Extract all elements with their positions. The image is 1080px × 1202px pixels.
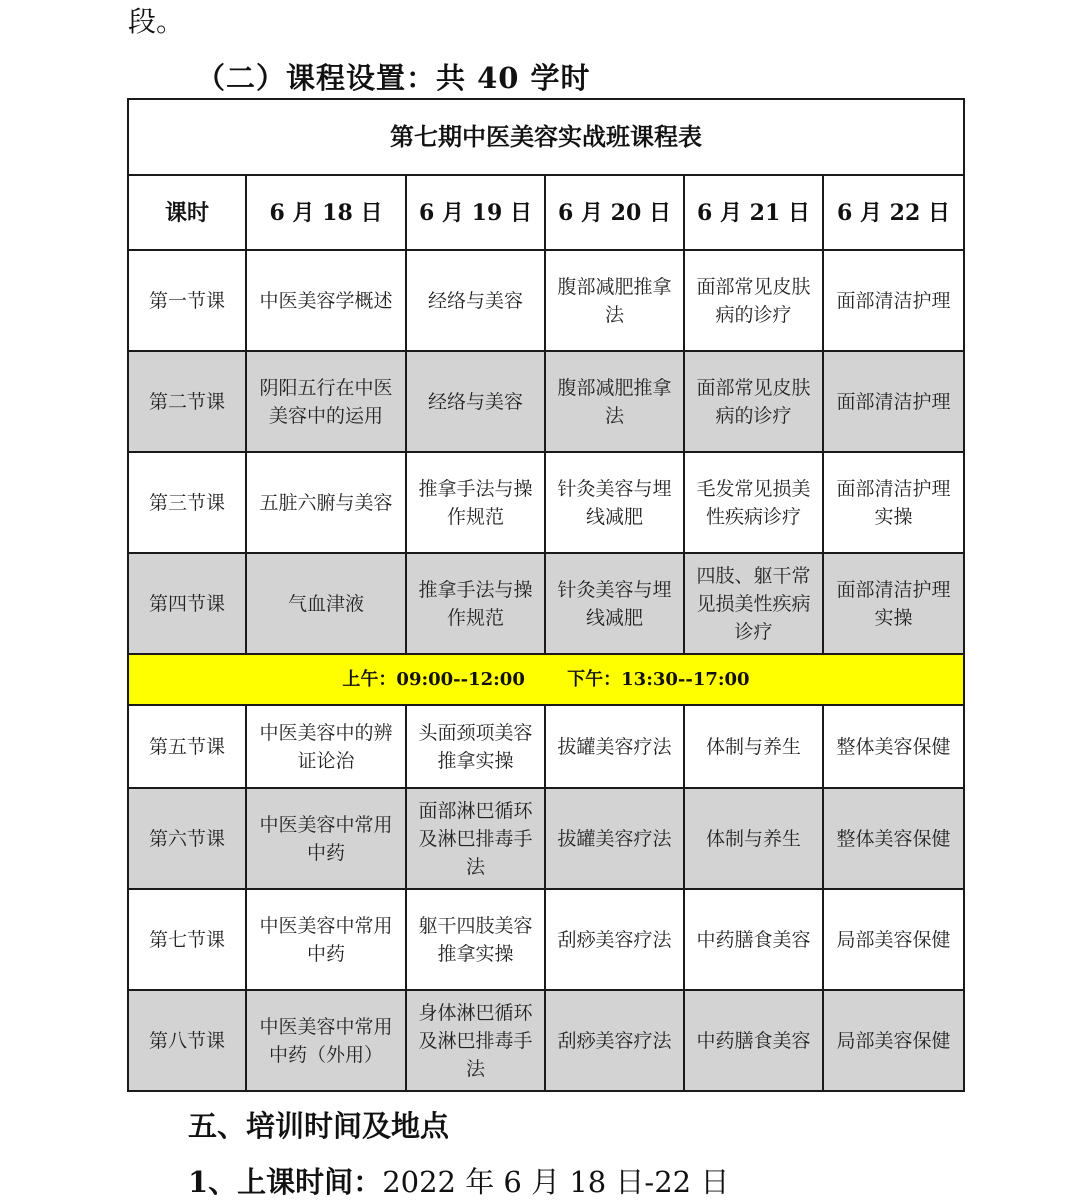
table-row [128, 351, 964, 452]
period-label: 第五节课 [128, 705, 246, 788]
course-cell: 面部清洁护理 [823, 351, 964, 452]
course-cell: 中药膳食美容 [684, 990, 823, 1091]
course-cell: 中医美容中常用中药 [246, 889, 406, 990]
training-time-location-heading: 五、培训时间及地点 [188, 1109, 450, 1143]
course-cell: 体制与养生 [684, 705, 823, 788]
course-cell: 推拿手法与操作规范 [406, 452, 545, 553]
header-cell-period: 课时 [128, 175, 246, 250]
header-cell-date: 6 月 18 日 [246, 175, 406, 250]
course-cell: 腹部减肥推拿法 [545, 351, 684, 452]
table-row [128, 990, 964, 1091]
table-row [128, 250, 964, 351]
course-cell: 气血津液 [246, 553, 406, 654]
course-cell: 面部淋巴循环及淋巴排毒手法 [406, 788, 545, 889]
header-row [128, 175, 964, 250]
course-cell: 经络与美容 [406, 250, 545, 351]
schedule-title: 第七期中医美容实战班课程表 [128, 99, 964, 175]
course-cell: 面部常见皮肤病的诊疗 [684, 351, 823, 452]
course-cell: 中医美容中常用中药 [246, 788, 406, 889]
period-label: 第七节课 [128, 889, 246, 990]
course-cell: 经络与美容 [406, 351, 545, 452]
course-settings-heading: （二）课程设置：共 40 学时 [196, 61, 591, 95]
table-row [128, 889, 964, 990]
course-cell: 面部清洁护理 [823, 250, 964, 351]
period-label: 第一节课 [128, 250, 246, 351]
table-row [128, 788, 964, 889]
course-cell: 推拿手法与操作规范 [406, 553, 545, 654]
course-cell: 刮痧美容疗法 [545, 889, 684, 990]
course-cell: 面部清洁护理实操 [823, 452, 964, 553]
table-row [128, 553, 964, 654]
time-bar [128, 654, 964, 705]
period-label: 第六节课 [128, 788, 246, 889]
header-cell-date: 6 月 20 日 [545, 175, 684, 250]
course-cell: 毛发常见损美性疾病诊疗 [684, 452, 823, 553]
course-cell: 中药膳食美容 [684, 889, 823, 990]
header-cell-date: 6 月 19 日 [406, 175, 545, 250]
period-label: 第二节课 [128, 351, 246, 452]
course-cell: 拔罐美容疗法 [545, 788, 684, 889]
course-cell: 身体淋巴循环及淋巴排毒手法 [406, 990, 545, 1091]
afternoon-time: 下午：13:30--17:00 [567, 668, 750, 690]
course-cell: 中医美容中的辨证论治 [246, 705, 406, 788]
course-cell: 整体美容保健 [823, 788, 964, 889]
course-cell: 整体美容保健 [823, 705, 964, 788]
table-row [128, 452, 964, 553]
course-cell: 面部清洁护理实操 [823, 553, 964, 654]
course-cell: 中医美容学概述 [246, 250, 406, 351]
course-cell: 四肢、躯干常见损美性疾病诊疗 [684, 553, 823, 654]
course-cell: 五脏六腑与美容 [246, 452, 406, 553]
course-cell: 头面颈项美容推拿实操 [406, 705, 545, 788]
course-cell: 局部美容保健 [823, 990, 964, 1091]
preceding-text-fragment: 段。 [128, 5, 185, 38]
morning-time: 上午：09:00--12:00 [342, 668, 525, 690]
course-cell: 面部常见皮肤病的诊疗 [684, 250, 823, 351]
course-cell: 拔罐美容疗法 [545, 705, 684, 788]
schedule-table [127, 98, 965, 1092]
course-cell: 躯干四肢美容推拿实操 [406, 889, 545, 990]
class-time-label: 1、上课时间： [188, 1165, 383, 1199]
course-cell: 局部美容保健 [823, 889, 964, 990]
course-cell: 针灸美容与埋线减肥 [545, 452, 684, 553]
period-label: 第三节课 [128, 452, 246, 553]
course-cell: 体制与养生 [684, 788, 823, 889]
time-bar-row [128, 654, 964, 705]
class-time-value: 2022 年 6 月 18 日-22 日 [382, 1165, 730, 1199]
table-row [128, 705, 964, 788]
course-cell: 刮痧美容疗法 [545, 990, 684, 1091]
course-cell: 中医美容中常用中药（外用） [246, 990, 406, 1091]
period-label: 第八节课 [128, 990, 246, 1091]
period-label: 第四节课 [128, 553, 246, 654]
header-cell-date: 6 月 21 日 [684, 175, 823, 250]
header-cell-date: 6 月 22 日 [823, 175, 964, 250]
class-time-line [188, 1162, 729, 1202]
course-cell: 针灸美容与埋线减肥 [545, 553, 684, 654]
course-cell: 阴阳五行在中医美容中的运用 [246, 351, 406, 452]
course-cell: 腹部减肥推拿法 [545, 250, 684, 351]
